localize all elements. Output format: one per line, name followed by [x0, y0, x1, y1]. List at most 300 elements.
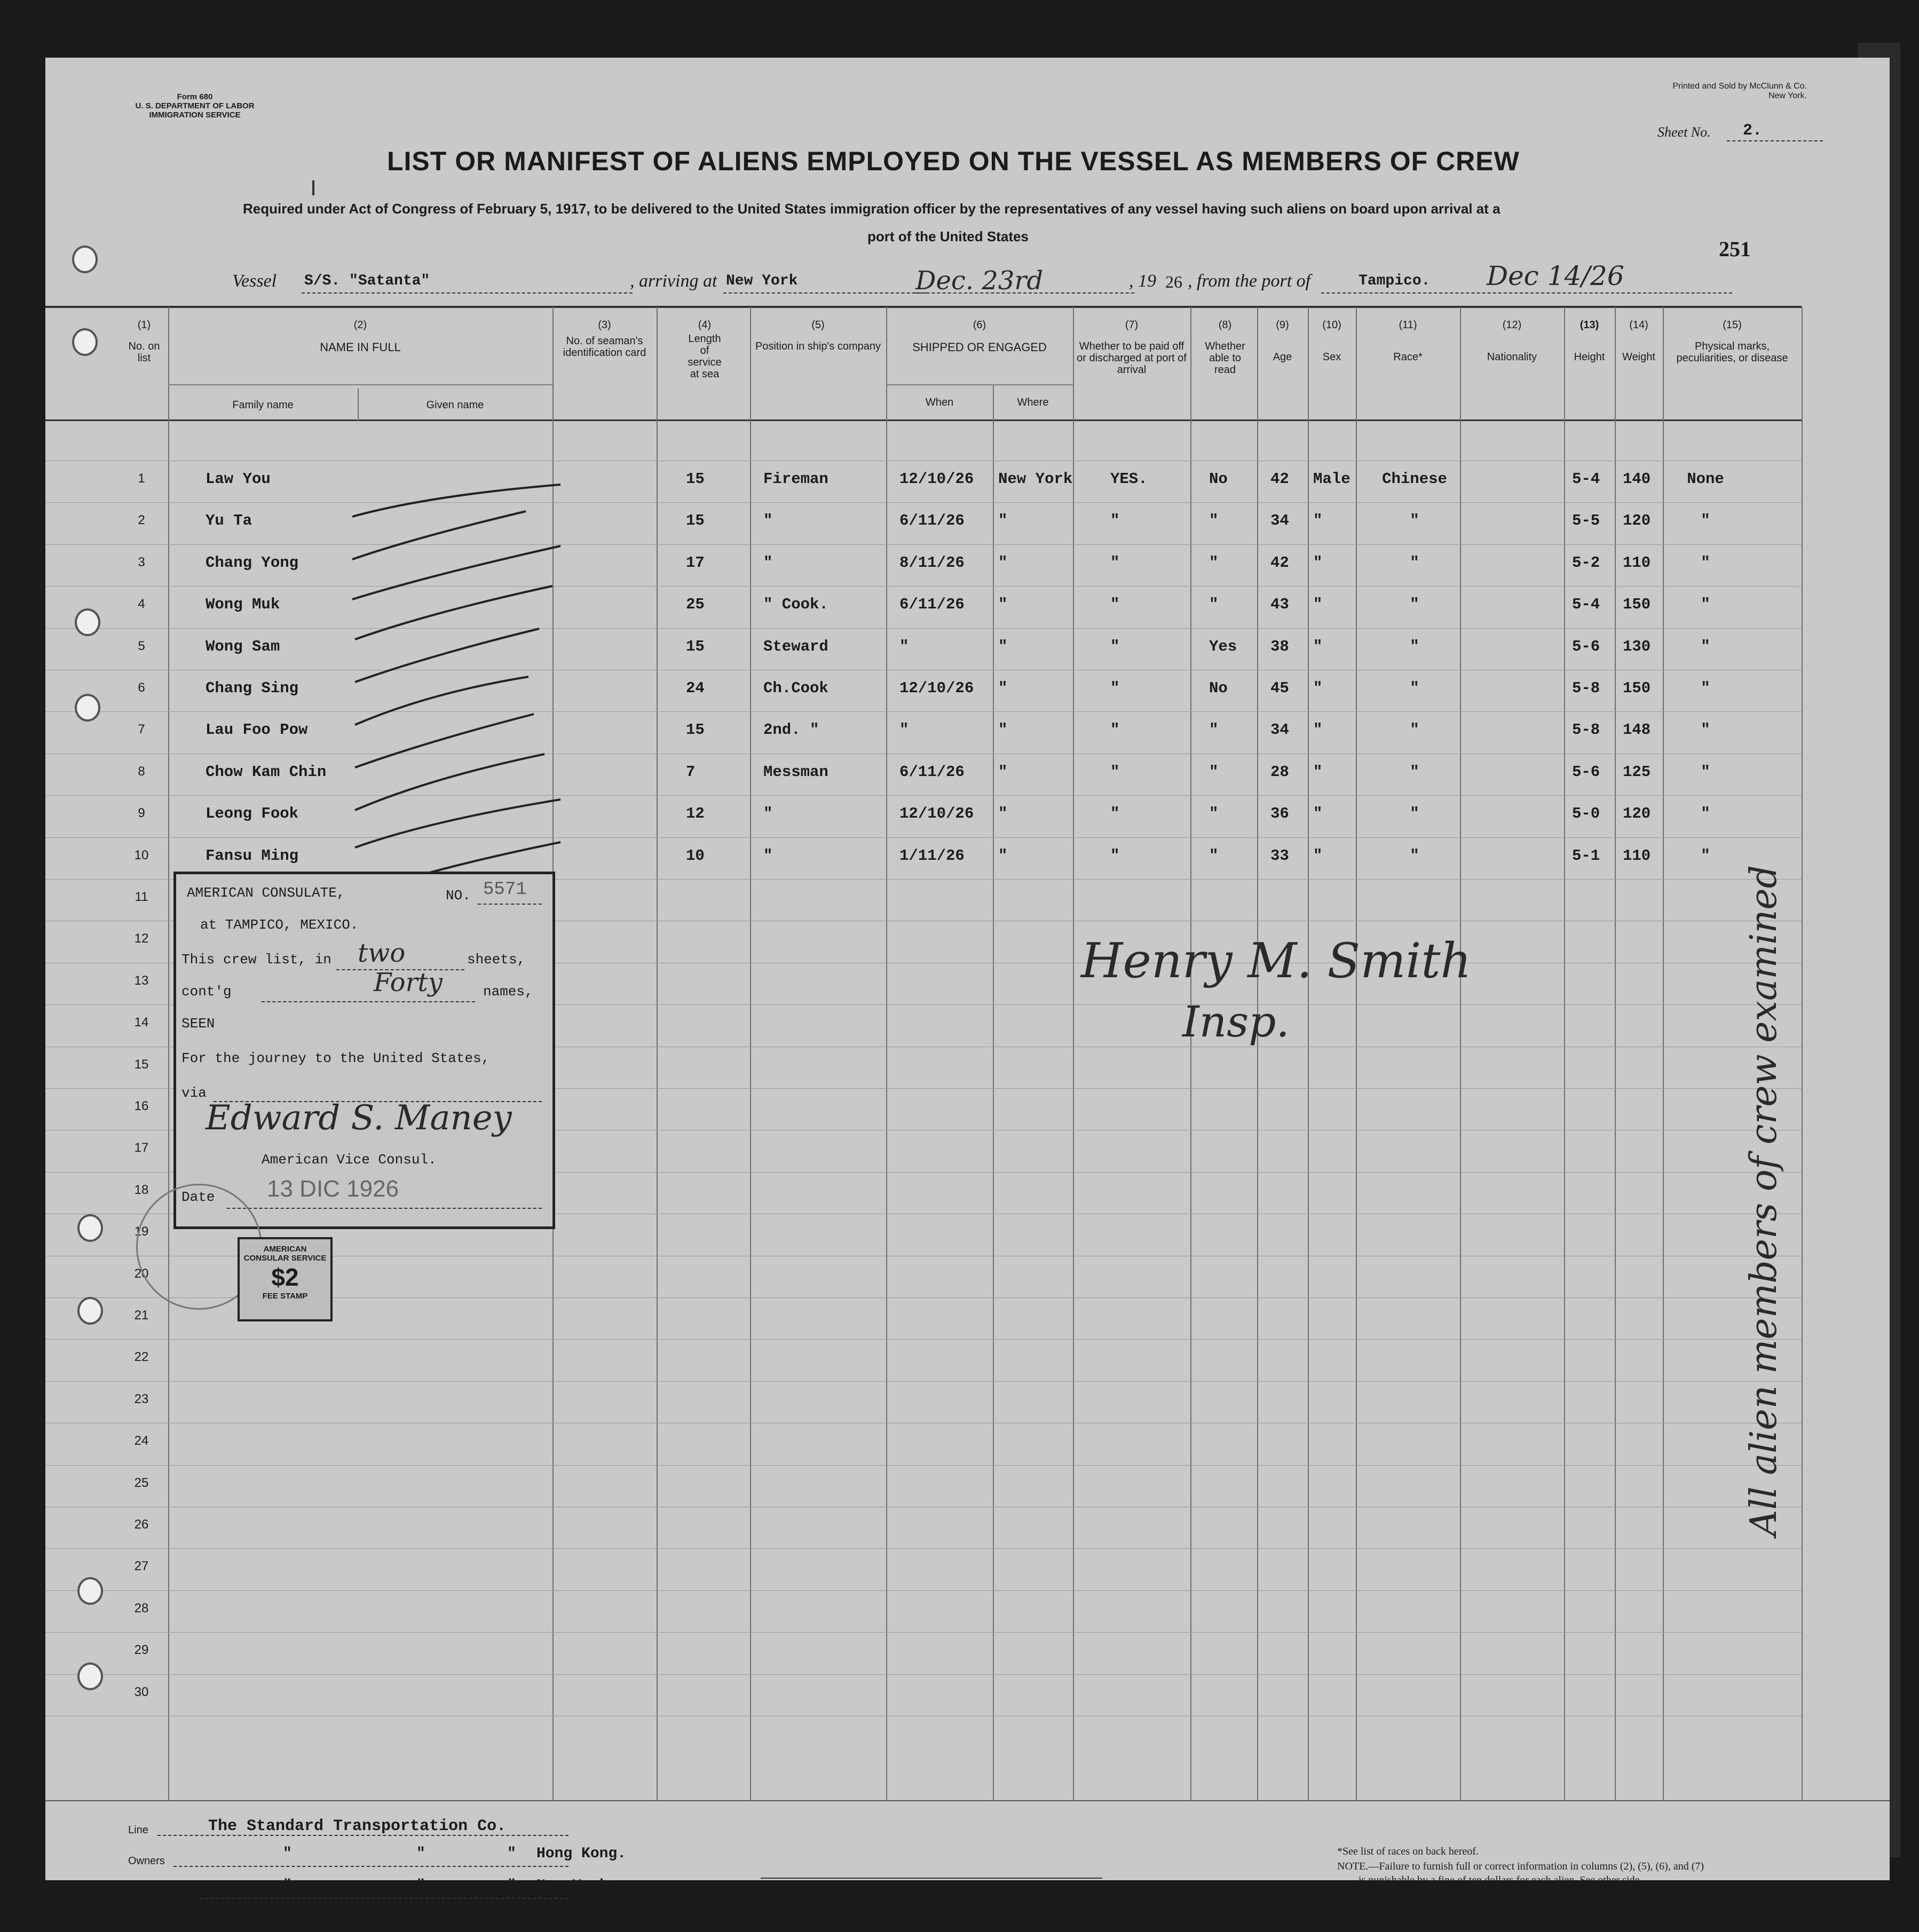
line-number: 8	[138, 764, 145, 779]
row-line	[45, 586, 1802, 587]
sheets-value: two	[358, 938, 406, 968]
paid-off: "	[1110, 554, 1120, 572]
line-number: 15	[134, 1057, 149, 1072]
col11-header	[1356, 319, 1460, 363]
from-label: , from the port of	[1188, 271, 1311, 291]
able-to-read: "	[1209, 596, 1219, 613]
able-to-read: "	[1209, 805, 1219, 822]
crew-name: Chang Yong	[206, 554, 299, 572]
binder-hole	[77, 1577, 103, 1605]
consular-stamp	[173, 872, 555, 1229]
service-length: 7	[686, 763, 696, 781]
age: 36	[1270, 805, 1289, 822]
owners-ditto-3: "	[507, 1846, 516, 1862]
subtitle-line1: Required under Act of Congress of February 5, 1917, to be delivered to the United States immigration officer by the representatives of any vessel having such aliens on board upon arrival at a	[243, 201, 1501, 217]
agents-underline	[200, 1898, 568, 1899]
col6-header	[886, 319, 1073, 353]
race: "	[1410, 596, 1419, 613]
col15-label: Physical marks, peculiarities, or disease	[1676, 341, 1788, 364]
col-line	[1615, 307, 1616, 1801]
paid-off: YES.	[1110, 470, 1148, 488]
line-number: 11	[135, 890, 148, 904]
consul-signature: Edward S. Maney	[206, 1098, 512, 1138]
physical-marks: None	[1687, 470, 1724, 488]
physical-marks: "	[1701, 805, 1710, 822]
shipped-when: 8/11/26	[899, 554, 965, 572]
consulate-no-value: 5571	[483, 880, 527, 900]
weight: 120	[1623, 512, 1651, 529]
no-underline	[478, 904, 542, 905]
paid-off: "	[1110, 679, 1120, 697]
height: 5-6	[1572, 763, 1600, 781]
weight: 150	[1623, 596, 1651, 613]
col3-header	[555, 319, 654, 359]
line-number: 14	[134, 1015, 149, 1030]
age: 45	[1270, 679, 1289, 697]
col14-num: (14)	[1629, 319, 1648, 331]
height: 5-2	[1572, 554, 1600, 572]
col6-split	[886, 384, 1073, 385]
shipped-where: "	[998, 512, 1008, 529]
consulate-location: at TAMPICO, MEXICO.	[200, 917, 359, 933]
shipped-where: "	[998, 638, 1008, 655]
col2-split	[168, 384, 552, 385]
from-underline	[1321, 292, 1732, 294]
where-header: Where	[1017, 397, 1049, 408]
line-underline	[157, 1835, 568, 1836]
fee-line1: AMERICAN	[263, 1245, 307, 1254]
printer-right-line2: New York.	[1768, 91, 1807, 100]
col11-label: Race*	[1393, 351, 1423, 363]
line-number: 3	[138, 555, 145, 569]
line-number: 1	[138, 471, 145, 486]
shipped-where: New York	[998, 470, 1073, 488]
col10-num: (10)	[1322, 319, 1341, 331]
col8-label: Whether able to read	[1205, 341, 1245, 376]
race: "	[1410, 763, 1419, 781]
service-length: 17	[686, 554, 705, 572]
col15-header	[1665, 319, 1799, 364]
shipped-when: 6/11/26	[899, 763, 965, 781]
names-label: names,	[483, 984, 533, 1000]
col9-num: (9)	[1276, 319, 1289, 331]
race: "	[1410, 721, 1419, 739]
crew-name: Yu Ta	[206, 512, 252, 529]
page-title: LIST OR MANIFEST OF ALIENS EMPLOYED ON THE VESSEL AS MEMBERS OF CREW	[387, 146, 1520, 176]
col4-label: Length of service at sea	[688, 333, 722, 380]
owners-label: Owners	[128, 1855, 165, 1867]
row-line	[45, 628, 1802, 629]
physical-marks: "	[1701, 721, 1710, 739]
col-line	[993, 384, 994, 1801]
row-line	[45, 1674, 1802, 1675]
given-name-header: Given name	[426, 399, 484, 411]
agents-ditto-1: "	[283, 1878, 292, 1894]
crew-name: Wong Muk	[206, 596, 280, 613]
row-line	[45, 795, 1802, 796]
shipped-when: 12/10/26	[899, 679, 974, 697]
col10-label: Sex	[1322, 351, 1341, 363]
fee-line2: CONSULAR SERVICE	[243, 1254, 327, 1263]
manifest-page	[45, 43, 1890, 1900]
line-number: 13	[134, 973, 149, 988]
col12-header	[1460, 319, 1564, 363]
position: "	[763, 847, 773, 865]
row-line	[45, 711, 1802, 712]
printer-left: Printed and Sold by A. L. Russell, Inc., 13 Water Street, N. Y.	[77, 43, 320, 52]
col5-num: (5)	[811, 319, 825, 331]
from-port: Tampico.	[1359, 273, 1431, 289]
sex: "	[1313, 512, 1323, 529]
service-length: 25	[686, 596, 705, 613]
col6-num: (6)	[973, 319, 986, 331]
col2-header	[168, 319, 552, 353]
col3-num: (3)	[598, 319, 611, 331]
shipped-when: "	[899, 638, 909, 655]
col11-num: (11)	[1399, 319, 1417, 331]
position: Ch.Cook	[763, 679, 828, 697]
sheet-underline	[1727, 140, 1823, 141]
position: "	[763, 805, 773, 822]
binder-hole	[72, 246, 98, 273]
race: Chinese	[1382, 470, 1447, 488]
crew-name: Law You	[206, 470, 271, 488]
line-number: 21	[134, 1308, 149, 1323]
col-line	[657, 307, 658, 1801]
line-value: The Standard Transportation Co.	[208, 1817, 507, 1835]
able-to-read: "	[1209, 721, 1219, 739]
age: 42	[1270, 470, 1289, 488]
fee-line3: FEE STAMP	[262, 1292, 308, 1301]
line-number: 19	[134, 1224, 149, 1239]
weight: 148	[1623, 721, 1651, 739]
col5-header	[753, 319, 883, 352]
line-number: 24	[134, 1434, 149, 1448]
position: 2nd. "	[763, 721, 819, 739]
line-number: 12	[134, 931, 149, 946]
owners-city: Hong Kong.	[536, 1846, 627, 1862]
row-line	[45, 1465, 1802, 1466]
col12-num: (12)	[1502, 319, 1522, 331]
line-number: 18	[134, 1183, 149, 1197]
agents-city: New York.	[536, 1878, 618, 1894]
binder-hole	[75, 608, 100, 636]
height: 5-8	[1572, 721, 1600, 739]
sex: "	[1313, 805, 1323, 822]
line-number: 26	[134, 1517, 149, 1532]
height: 5-8	[1572, 679, 1600, 697]
line-number: 7	[138, 722, 145, 737]
col-line	[1308, 307, 1309, 1801]
col1-label: No. on list	[128, 341, 160, 364]
col-line	[1356, 307, 1357, 1801]
sheets-label: sheets,	[467, 952, 526, 968]
via-label: via	[181, 1085, 207, 1101]
sex: "	[1313, 763, 1323, 781]
vessel-label: Vessel	[232, 271, 277, 291]
paid-off: "	[1110, 596, 1120, 613]
weight: 125	[1623, 763, 1651, 781]
age: 38	[1270, 638, 1289, 655]
physical-marks: "	[1701, 679, 1710, 697]
line-number: 16	[134, 1099, 149, 1113]
shipped-when: 6/11/26	[899, 512, 965, 529]
weight: 140	[1623, 470, 1651, 488]
line-number: 28	[134, 1601, 149, 1616]
inspector-label: Immigrant Inspector.	[990, 1883, 1080, 1895]
printer-right-line1: Printed and Sold by McClunn & Co.	[1672, 82, 1807, 91]
inspector-title: Insp.	[1182, 997, 1290, 1047]
age: 43	[1270, 596, 1289, 613]
paid-off: "	[1110, 512, 1120, 529]
physical-marks: "	[1701, 847, 1710, 865]
service-length: 24	[686, 679, 705, 697]
paid-off: "	[1110, 721, 1120, 739]
row-line	[45, 837, 1802, 838]
line-label: Line	[128, 1824, 148, 1836]
position: "	[763, 554, 773, 572]
col-line	[1802, 307, 1803, 1801]
shipped-where: "	[998, 763, 1008, 781]
footer-rule	[45, 1800, 1890, 1801]
sheet-label: Sheet No.	[1657, 124, 1711, 140]
col4-num: (4)	[698, 319, 712, 331]
note-line1: NOTE.—Failure to furnish full or correct information in columns (2), (5), (6), and (7)	[1337, 1860, 1704, 1872]
physical-marks: "	[1701, 512, 1710, 529]
col8-header	[1201, 319, 1249, 376]
date-stamp: 13 DIC 1926	[267, 1176, 399, 1202]
line-number: 2	[138, 513, 145, 527]
shipped-where: "	[998, 847, 1008, 865]
physical-marks: "	[1701, 596, 1710, 613]
weight: 110	[1623, 847, 1651, 865]
height: 5-5	[1572, 512, 1600, 529]
family-name-header: Family name	[232, 399, 294, 411]
binder-hole	[77, 1662, 103, 1690]
age: 34	[1270, 721, 1289, 739]
col1-header	[128, 319, 160, 364]
col14-label: Weight	[1622, 351, 1655, 363]
header-top-rule	[45, 306, 1802, 308]
line-number: 30	[134, 1685, 149, 1699]
line-number: 5	[138, 639, 145, 653]
able-to-read: "	[1209, 763, 1219, 781]
crew-name: Chang Sing	[206, 679, 299, 697]
agents-label: Local Agents	[128, 1888, 189, 1900]
row-line	[45, 1548, 1802, 1549]
year-prefix: , 19	[1129, 271, 1156, 291]
col-line	[750, 307, 751, 1801]
col-line	[168, 307, 169, 1801]
col12-label: Nationality	[1487, 351, 1537, 363]
check-marks	[350, 479, 574, 922]
position: Fireman	[763, 470, 828, 488]
inspector-signature: Henry M. Smith	[1081, 933, 1472, 989]
list-label: This crew list, in	[181, 952, 331, 968]
owners-ditto-2: "	[416, 1846, 425, 1862]
row-line	[45, 1590, 1802, 1591]
binder-hole	[77, 1297, 103, 1325]
age: 34	[1270, 512, 1289, 529]
position: "	[763, 512, 773, 529]
consul-title: American Vice Consul.	[262, 1152, 437, 1168]
department-name: U. S. DEPARTMENT OF LABOR	[135, 101, 255, 110]
row-line	[45, 544, 1802, 545]
weight: 130	[1623, 638, 1651, 655]
binder-hole	[75, 694, 100, 722]
agency-block	[125, 92, 264, 120]
position: Messman	[763, 763, 828, 781]
col-line	[1460, 307, 1461, 1801]
col7-label: Whether to be paid off or discharged at port of arrival	[1077, 341, 1187, 376]
owners-underline	[173, 1866, 568, 1867]
physical-marks: "	[1701, 763, 1710, 781]
shipped-where: "	[998, 554, 1008, 572]
col10-header	[1308, 319, 1356, 363]
line-number: 10	[134, 848, 149, 862]
col13-label: Height	[1574, 351, 1605, 363]
fee-value: $2	[271, 1263, 299, 1291]
age: 28	[1270, 763, 1289, 781]
shipped-where: "	[998, 721, 1008, 739]
col-line	[1663, 307, 1664, 1801]
vessel-underline	[302, 292, 633, 294]
year-value: 26	[1165, 272, 1182, 291]
title-rule	[312, 180, 314, 195]
consulate-no-label: NO.	[446, 888, 471, 904]
shipped-when: 1/11/26	[899, 847, 965, 865]
header-bottom-rule	[45, 419, 1802, 421]
col3-label: No. of seaman's identification card	[563, 335, 646, 359]
height: 5-4	[1572, 470, 1600, 488]
journey-line: For the journey to the United States,	[181, 1050, 490, 1066]
margin-note: All alien members of crew examined	[1743, 865, 1785, 1536]
shipped-where: "	[998, 596, 1008, 613]
sex: "	[1313, 596, 1323, 613]
service-name: IMMIGRATION SERVICE	[149, 110, 241, 120]
paid-off: "	[1110, 763, 1120, 781]
shipped-when: 6/11/26	[899, 596, 965, 613]
able-to-read: Yes	[1209, 638, 1237, 655]
position: " Cook.	[763, 596, 828, 613]
able-to-read: No	[1209, 470, 1228, 488]
crew-name: Leong Fook	[206, 805, 299, 822]
line-number: 25	[134, 1476, 149, 1490]
col2-label: NAME IN FULL	[320, 341, 401, 354]
col-line	[1564, 307, 1565, 1801]
sex: "	[1313, 554, 1323, 572]
sex: Male	[1313, 470, 1351, 488]
race: "	[1410, 512, 1419, 529]
race: "	[1410, 805, 1419, 822]
col5-label: Position in ship's company	[755, 341, 881, 352]
row-line	[45, 1632, 1802, 1633]
names-underline	[262, 1001, 475, 1002]
col-line	[1257, 307, 1258, 1801]
line-number: 17	[134, 1141, 149, 1155]
col14-header	[1615, 319, 1663, 363]
arriving-underline	[723, 292, 926, 294]
crew-name: Fansu Ming	[206, 847, 299, 865]
physical-marks: "	[1701, 638, 1710, 655]
col-line	[1190, 307, 1191, 1801]
arriving-label: , arriving at	[630, 271, 717, 291]
row-line	[45, 1339, 1802, 1340]
arriving-port: New York	[726, 273, 798, 289]
race: "	[1410, 847, 1419, 865]
races-note: *See list of races on back hereof.	[1337, 1846, 1479, 1857]
agents-ditto-3: "	[507, 1878, 516, 1894]
col6-label: SHIPPED OR ENGAGED	[912, 341, 1047, 354]
line-number: 20	[134, 1266, 149, 1281]
line-number: 27	[134, 1559, 149, 1573]
form-number: Form 680	[177, 92, 213, 101]
col8-num: (8)	[1218, 319, 1232, 331]
when-header: When	[925, 397, 954, 408]
col9-label: Age	[1273, 351, 1292, 363]
service-length: 12	[686, 805, 705, 822]
weight: 110	[1623, 554, 1651, 572]
service-length: 15	[686, 638, 705, 655]
race: "	[1410, 554, 1419, 572]
race: "	[1410, 638, 1419, 655]
sex: "	[1313, 679, 1323, 697]
shipped-when: "	[899, 721, 909, 739]
able-to-read: "	[1209, 512, 1219, 529]
row-line	[45, 1381, 1802, 1382]
line-number: 4	[138, 597, 145, 611]
sex: "	[1313, 638, 1323, 655]
able-to-read: No	[1209, 679, 1228, 697]
shipped-when: 12/10/26	[899, 470, 974, 488]
height: 5-6	[1572, 638, 1600, 655]
race: "	[1410, 679, 1419, 697]
subtitle-line2: port of the United States	[867, 228, 1029, 244]
able-to-read: "	[1209, 554, 1219, 572]
shipped-where: "	[998, 805, 1008, 822]
col7-header	[1076, 319, 1188, 376]
paid-off: "	[1110, 847, 1120, 865]
crew-name: Lau Foo Pow	[206, 721, 308, 739]
line-number: 23	[134, 1392, 149, 1406]
height: 5-0	[1572, 805, 1600, 822]
departure-date: Dec 14/26	[1487, 260, 1624, 291]
col7-num: (7)	[1125, 319, 1139, 331]
printer-right	[1636, 82, 1807, 101]
col-line	[886, 307, 887, 1801]
line-number: 29	[134, 1643, 149, 1657]
paid-off: "	[1110, 638, 1120, 655]
sex: "	[1313, 847, 1323, 865]
note-line2: is punishable by a fine of ten dollars for each alien. See other side.	[1359, 1874, 1642, 1886]
col15-num: (15)	[1723, 319, 1742, 331]
able-to-read: "	[1209, 847, 1219, 865]
age: 33	[1270, 847, 1289, 865]
page-number: 251	[1719, 237, 1751, 261]
col4-header	[683, 319, 726, 380]
fee-stamp	[238, 1237, 333, 1321]
col13-header	[1564, 319, 1615, 363]
height: 5-4	[1572, 596, 1600, 613]
height: 5-1	[1572, 847, 1600, 865]
service-length: 15	[686, 512, 705, 529]
col-line	[1073, 307, 1074, 1801]
line-number: 9	[138, 806, 145, 820]
arrival-underline	[915, 292, 1134, 294]
contg-label: cont'g	[181, 984, 232, 1000]
col9-header	[1257, 319, 1308, 363]
binder-hole	[77, 1214, 103, 1242]
